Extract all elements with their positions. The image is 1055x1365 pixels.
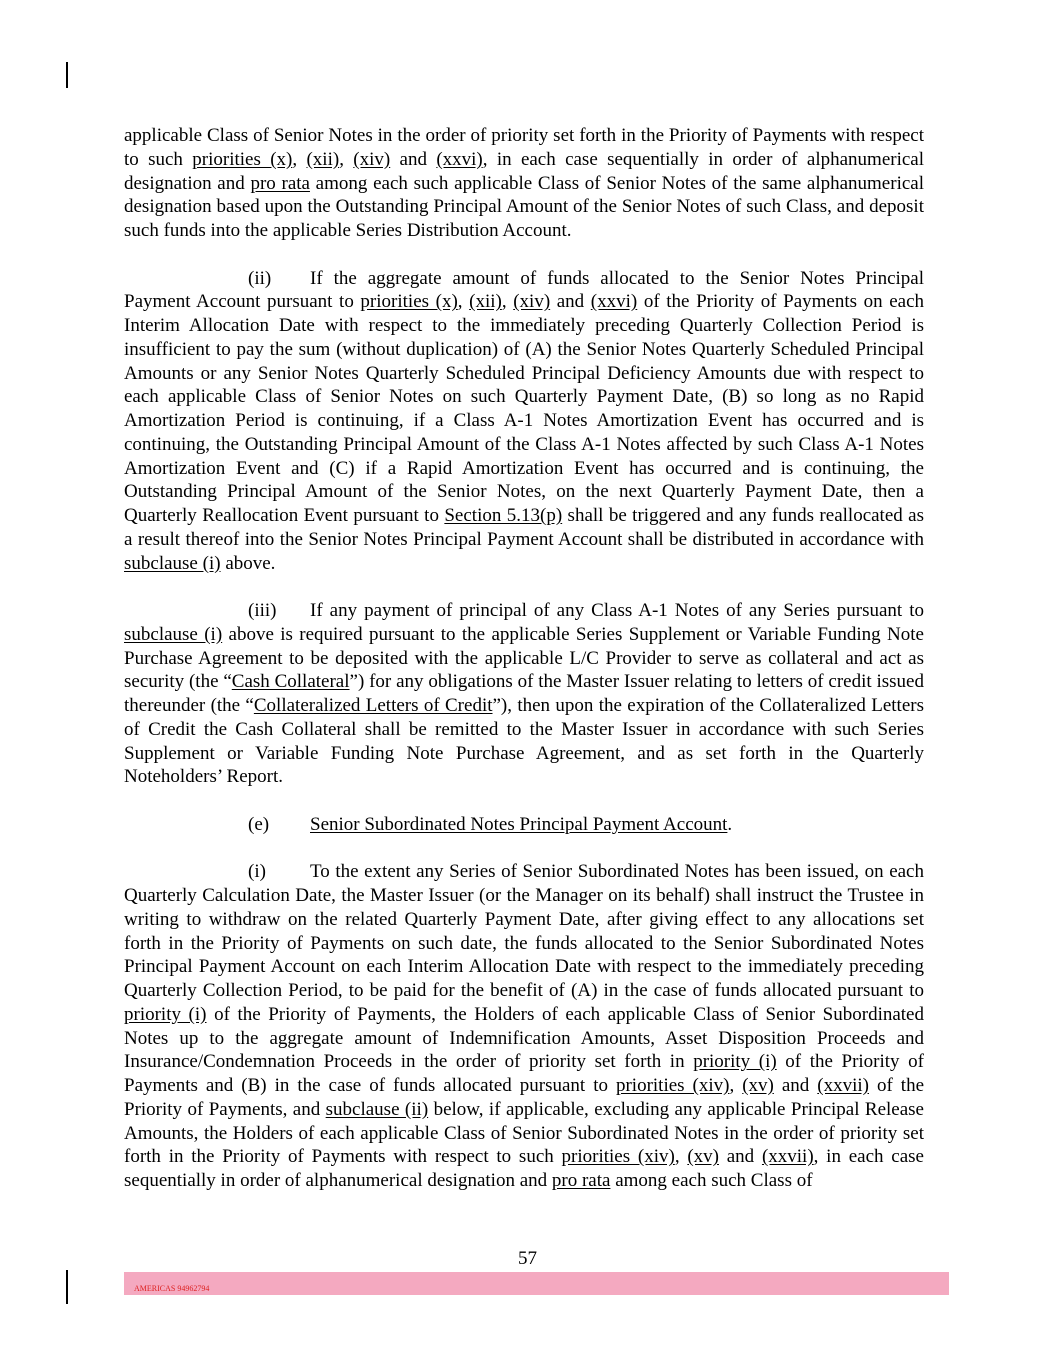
revision-bar-bottom bbox=[66, 1270, 68, 1304]
subclause-reference: subclause (i) bbox=[124, 623, 223, 645]
priority-reference: (xii) bbox=[469, 291, 502, 313]
priority-reference: priorities (x) bbox=[360, 291, 458, 313]
clause-number: (i) bbox=[248, 861, 266, 883]
paragraph-iii: (iii) If any payment of principal of any Class A-1 Notes of any Series pursuant to subclause (i) above is required pursuant to the applicable Series Supplement or Variable Funding Note Purchase Agreement to be deposited with the applicable L/C Provider to serve as collateral and act as security (the “Cash Collateral”) for any obligations of the Master Issuer relating to letters of credit issued thereunder (the “Collateralized Letters of Credit”), then upon the expiration of the Collateralized Letters of Credit the Cash Collateral shall be remitted to the Master Issuer in accordance with such Series Supplement or Variable Funding Note Purchase Agreement, and as set forth in the Quarterly Noteholders’ Report. bbox=[124, 600, 924, 788]
priority-reference: (xiv) bbox=[513, 291, 551, 313]
clause-number: (e) bbox=[248, 813, 270, 835]
priority-reference: (xiv) bbox=[353, 148, 391, 170]
footer-band bbox=[124, 1272, 949, 1295]
priority-reference: priority (i) bbox=[124, 1003, 207, 1025]
section-heading-e: (e) Senior Subordinated Notes Principal Payment Account. bbox=[248, 813, 733, 835]
priority-reference: priorities (xiv) bbox=[561, 1146, 675, 1168]
priority-reference: (xv) bbox=[742, 1075, 774, 1096]
page-number: 57 bbox=[518, 1248, 537, 1269]
pro-rata-term: pro rata bbox=[250, 172, 310, 194]
priority-reference: (xv) bbox=[687, 1146, 719, 1168]
priority-reference: (xii) bbox=[306, 148, 340, 170]
priority-reference: (xxvi) bbox=[590, 291, 638, 313]
subclause-reference: subclause (i) bbox=[124, 552, 221, 574]
clause-number: (iii) bbox=[248, 600, 277, 621]
priority-reference: priority (i) bbox=[693, 1051, 777, 1073]
subclause-reference: subclause (ii) bbox=[325, 1098, 429, 1120]
priority-reference: priorities (x) bbox=[192, 148, 293, 170]
priority-reference: (xxvi) bbox=[436, 148, 483, 170]
paragraph-continuation: applicable Class of Senior Notes in the order of priority set forth in the Priority of Payments with respect to such priorities (x), (xii), (xiv) and (xxvi), in each case sequentially in order of alphanumerical designation and pro rata among each such applicable Class of Senior Notes of the same alphanumerical designation based upon the Outstanding Principal Amount of the Senior Notes of such Class, and deposit such funds into the applicable Series Distribution Account. bbox=[124, 125, 925, 241]
document-id: AMERICAS 94962794 bbox=[134, 1284, 210, 1293]
paragraph-ii: (ii) If the aggregate amount of funds allocated to the Senior Notes Principal Payment Account pursuant to priorities (x), (xii), (xiv) and (xxvi) of the Priority of Payments on each Interim Allocation Date with respect to the immediately preceding Quarterly Collection Period is insufficient to pay the sum (without duplication) of (A) the Senior Notes Quarterly Scheduled Principal Amounts or any Senior Notes Quarterly Scheduled Principal Deficiency Amounts due with respect to each applicable Class of Senior Notes on such Quarterly Payment Date, (B) so long as no Rapid Amortization Period is continuing, if a Class A-1 Notes Amortization Event has occurred and is continuing, the Outstanding Principal Amount of the Class A-1 Notes affected by such Class A-1 Notes Amortization Event and (C) if a Rapid Amortization Event has occurred and is continuing, the Outstanding Principal Amount of the Senior Notes, on the next Quarterly Payment Date, then a Quarterly Reallocation Event pursuant to Section 5.13(p) shall be triggered and any funds reallocated as a result thereof into the Senior Notes Principal Payment Account shall be distributed in accordance with subclause (i) above. bbox=[124, 267, 925, 574]
clause-number: (ii) bbox=[248, 267, 272, 289]
defined-term: Cash Collateral bbox=[231, 671, 350, 693]
defined-term: Collateralized Letters of Credit bbox=[253, 695, 493, 716]
document-body bbox=[124, 124, 924, 1217]
priority-reference: (xxvii) bbox=[761, 1146, 814, 1168]
priority-reference: priorities (xiv) bbox=[615, 1075, 730, 1096]
pro-rata-term: pro rata bbox=[551, 1170, 611, 1191]
priority-reference: (xxvii) bbox=[817, 1075, 869, 1096]
revision-bar-top bbox=[66, 62, 68, 88]
section-reference: Section 5.13(p) bbox=[444, 505, 563, 526]
section-heading-title: Senior Subordinated Notes Principal Payment Account bbox=[310, 813, 728, 835]
paragraph-e-i: (i) To the extent any Series of Senior Subordinated Notes has been issued, on each Quarterly Calculation Date, the Master Issuer (or the Manager on its behalf) shall instruct the Trustee in writing to withdraw on the related Quarterly Payment Date, after giving effect to any allocations set forth in the Priority of Payments on such date, the funds allocated to the Senior Subordinated Notes Principal Payment Account on each Interim Allocation Date with respect to the immediately preceding Quarterly Collection Period, to be paid for the benefit of (A) in the case of funds allocated pursuant to priority (i) of the Priority of Payments, the Holders of each applicable Class of Senior Subordinated Notes up to the aggregate amount of Indemnification Amounts, Asset Disposition Proceeds and Insurance/Condemnation Proceeds in the order of priority set forth in priority (i) of the Priority of Payments and (B) in the case of funds allocated pursuant to priorities (xiv), (xv) and (xxvii) of the Priority of Payments, and subclause (ii) below, if applicable, excluding any applicable Principal Release Amounts, the Holders of each applicable Class of Senior Subordinated Notes in the order of priority set forth in the Priority of Payments with respect to such priorities (xiv), (xv) and (xxvii), in each case sequentially in order of alphanumerical designation and pro rata among each such Class of bbox=[124, 861, 925, 1191]
